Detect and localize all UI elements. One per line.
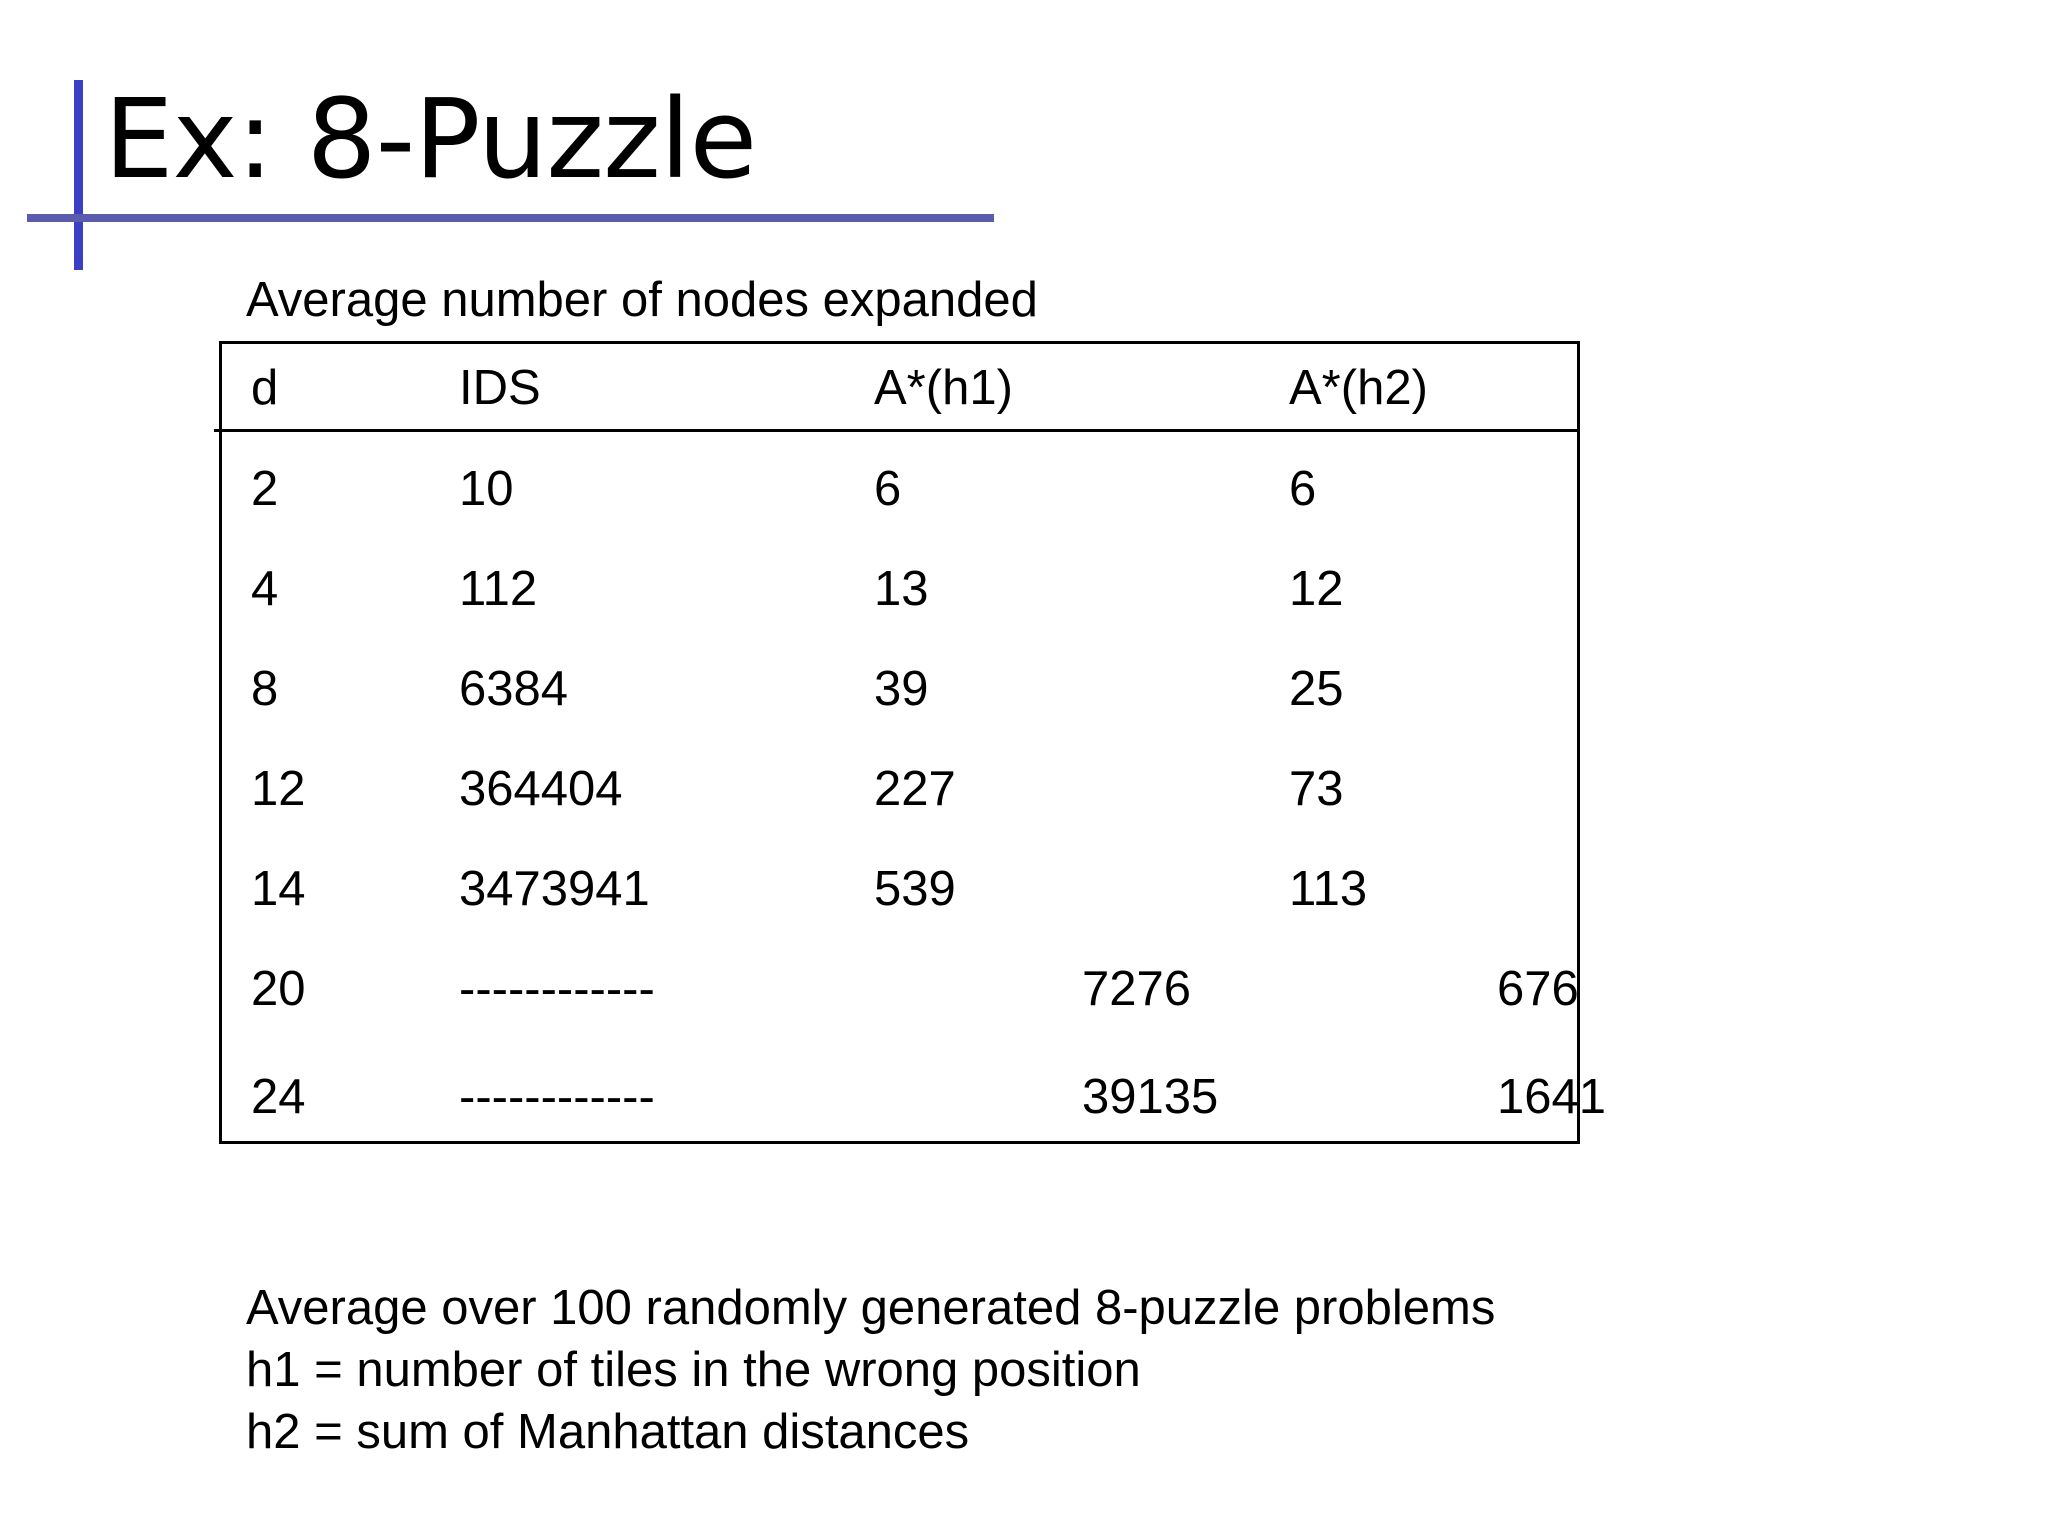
table-header-astar-h2: A*(h2) xyxy=(1289,361,1428,415)
title-accent-underline xyxy=(27,214,994,222)
table-cell-astar-h1: 39 xyxy=(874,662,929,716)
table-cell-astar-h1: 13 xyxy=(874,562,929,616)
table-cell-d: 12 xyxy=(251,762,306,816)
table-cell-d: 4 xyxy=(251,562,279,616)
footnote-line: h2 = sum of Manhattan distances xyxy=(246,1405,970,1459)
table-cell-astar-h1: 7276 xyxy=(1082,962,1192,1016)
table-cell-d: 2 xyxy=(251,462,279,516)
table-cell-astar-h1: 539 xyxy=(874,862,956,916)
table-cell-d: 14 xyxy=(251,862,306,916)
table-cell-astar-h2: 25 xyxy=(1289,662,1344,716)
table-cell-ids: ------------ xyxy=(459,1070,655,1124)
table-cell-astar-h1: 227 xyxy=(874,762,956,816)
table-cell-ids: 3473941 xyxy=(459,862,650,916)
table-cell-astar-h2: 1641 xyxy=(1497,1070,1607,1124)
slide-title: Ex: 8-Puzzle xyxy=(104,75,757,203)
footnotes xyxy=(246,1277,1495,1463)
table-cell-d: 20 xyxy=(251,962,306,1016)
table-cell-astar-h1: 39135 xyxy=(1082,1070,1219,1124)
table-cell-astar-h2: 73 xyxy=(1289,762,1344,816)
table-cell-astar-h1: 6 xyxy=(874,462,902,516)
table-cell-astar-h2: 113 xyxy=(1289,862,1368,916)
title-accent-vertical-bar xyxy=(74,80,83,270)
table-header-d: d xyxy=(251,361,279,415)
table-header-astar-h1: A*(h1) xyxy=(874,361,1013,415)
table-cell-ids: ------------ xyxy=(459,962,655,1016)
table-cell-d: 8 xyxy=(251,662,279,716)
table-cell-astar-h2: 12 xyxy=(1289,562,1344,616)
table-cell-ids: 10 xyxy=(459,462,514,516)
table-cell-d: 24 xyxy=(251,1070,306,1124)
table-cell-astar-h2: 6 xyxy=(1289,462,1317,516)
table-header-rule xyxy=(214,429,1577,432)
footnote-line: Average over 100 randomly generated 8-puzzle problems xyxy=(246,1281,1496,1335)
table-cell-ids: 112 xyxy=(459,562,538,616)
table-cell-ids: 6384 xyxy=(459,662,569,716)
table-header-ids: IDS xyxy=(459,361,541,415)
table-cell-ids: 364404 xyxy=(459,762,623,816)
footnote-line: h1 = number of tiles in the wrong position xyxy=(246,1343,1141,1397)
table-cell-astar-h2: 676 xyxy=(1497,962,1579,1016)
table-caption: Average number of nodes expanded xyxy=(246,273,1038,327)
